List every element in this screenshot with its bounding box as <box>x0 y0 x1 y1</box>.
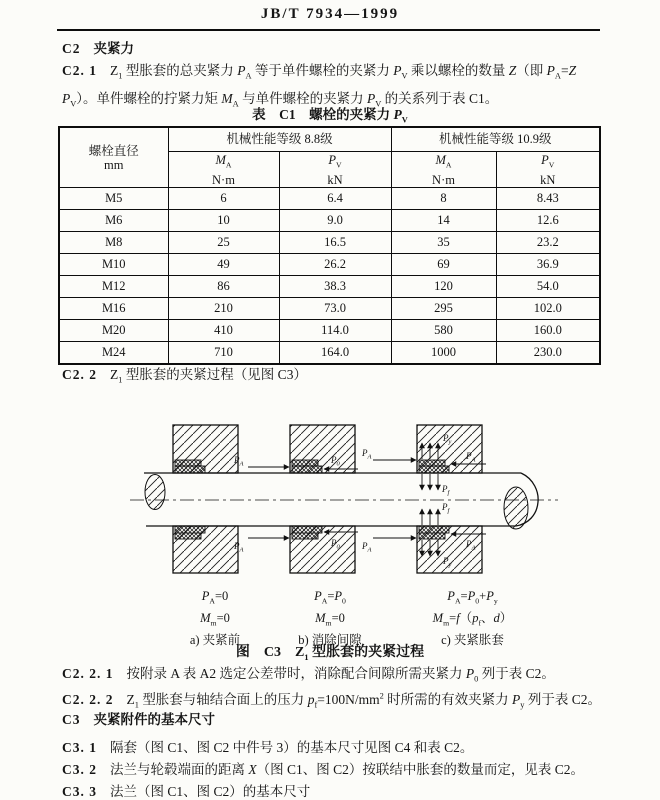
col-header-text: 螺栓直径 <box>88 143 139 158</box>
force-label-pa: $P_A$ <box>234 455 244 468</box>
table-row <box>59 231 600 253</box>
paragraph-text: 法兰与轮毂端面的距离 X（图 C1、图 C2）按联结中胀套的数量而定，见表 C2。 <box>110 762 585 777</box>
section-heading-c3 <box>62 709 602 731</box>
cell-value: 1000 <box>391 341 496 364</box>
cell-value: 38.3 <box>279 275 391 297</box>
cell-value: 102.0 <box>496 297 600 319</box>
sleeve <box>292 460 318 466</box>
sleeve <box>292 466 322 473</box>
table-c1 <box>58 126 601 365</box>
paragraph-text: $Z_1$ 型胀套的夹紧过程（见图 C3） <box>110 367 307 385</box>
cell-value: 16.5 <box>279 231 391 253</box>
force-label-pa: $P_A$ <box>466 539 476 552</box>
section-label: C2. 1 <box>62 63 97 78</box>
paragraph-text: 法兰（图 C1、图 C2）的基本尺寸 <box>110 784 311 799</box>
state-formula-p: $P_A=0$ <box>201 589 229 606</box>
table-row <box>59 275 600 297</box>
paragraph-text: $Z_1$ 型胀套的总夹紧力 $P_A$ 等于单件螺栓的夹紧力 $P_V$ 乘以螺栓的数量 Z（即 $P_A=Z$ $P_V$）。单件螺栓的拧紧力矩 $M_A$ 与单件螺栓的夹紧力 $P_V$ 的关系列于表 C1。 <box>62 63 577 109</box>
group-header-grade-8-8: 机械性能等级 8.8级 <box>168 127 391 152</box>
col-header-pv-109 <box>496 152 600 188</box>
force-label-pf: $P_f$ <box>442 484 450 497</box>
section-title: 夹紧力 <box>93 41 134 56</box>
force-label-py: $P_y$ <box>443 433 452 446</box>
cell-value: 710 <box>168 341 279 364</box>
section-label: C3 <box>62 712 81 727</box>
table-row <box>59 341 600 364</box>
cell-value: 230.0 <box>496 341 600 364</box>
sleeve <box>292 533 318 539</box>
table-c1-title: 表 C1 螺栓的夹紧力 $P_V$ <box>252 107 408 125</box>
cell-value: 164.0 <box>279 341 391 364</box>
col-header-ma-88 <box>168 152 279 188</box>
cell-value: 6 <box>168 187 279 209</box>
section-label: C3. 1 <box>62 740 97 755</box>
section-heading-c2 <box>62 38 602 60</box>
cell-value: 25 <box>168 231 279 253</box>
cell-value: 49 <box>168 253 279 275</box>
cell-diameter: M16 <box>59 297 168 319</box>
sleeve <box>175 466 205 473</box>
paragraph-text: 隔套（图 C1、图 C2 中件号 3）的基本尺寸见图 C4 和表 C2。 <box>110 740 474 755</box>
force-label-p0: $P_0$ <box>331 538 340 551</box>
col-header-bolt-diameter <box>59 127 168 187</box>
cell-value: 10 <box>168 209 279 231</box>
cell-value: 114.0 <box>279 319 391 341</box>
cell-value: 35 <box>391 231 496 253</box>
unit: kN <box>327 172 343 187</box>
force-label-pa: $P_A$ <box>234 541 244 554</box>
table-row <box>59 187 600 209</box>
symbol: $P_V$ <box>328 153 342 170</box>
cell-value: 8.43 <box>496 187 600 209</box>
state-formula-m: $M_m=0$ <box>315 611 345 628</box>
force-label-p0: $P_0$ <box>331 455 340 468</box>
shaft <box>144 473 538 526</box>
sleeve <box>175 533 201 539</box>
state-formula-m: $M_m=f(p_f$、d） <box>432 611 513 628</box>
unit: N·m <box>212 172 235 187</box>
force-label-pf: $P_f$ <box>442 502 450 515</box>
shaft-end-section-right <box>504 487 528 529</box>
table-row <box>59 319 600 341</box>
unit: kN <box>540 172 556 187</box>
section-label: C3. 2 <box>62 762 97 777</box>
section-label: C2 <box>62 41 81 56</box>
hub-blocks <box>173 425 482 573</box>
cell-value: 120 <box>391 275 496 297</box>
table-row <box>59 297 600 319</box>
sleeve <box>419 526 449 533</box>
sleeve <box>419 533 445 539</box>
cell-value: 14 <box>391 209 496 231</box>
cell-value: 9.0 <box>279 209 391 231</box>
standard-code: JB/T 7934—1999 <box>260 6 400 22</box>
paragraph-c3-3 <box>62 781 602 800</box>
cell-value: 36.9 <box>496 253 600 275</box>
col-header-unit: mm <box>104 157 124 172</box>
cell-diameter: M8 <box>59 231 168 253</box>
cell-value: 23.2 <box>496 231 600 253</box>
cell-value: 210 <box>168 297 279 319</box>
section-label: C3. 3 <box>62 784 97 799</box>
unit: N·m <box>432 172 455 187</box>
section-title: 夹紧附件的基本尺寸 <box>93 712 215 727</box>
cell-value: 86 <box>168 275 279 297</box>
table-row <box>59 253 600 275</box>
sleeve <box>419 466 449 473</box>
sleeve <box>419 460 445 466</box>
paragraph-text: $Z_1$ 型胀套与轴结合面上的压力 $p_f=100N/mm^2$ 时所需的有效夹紧力 $P_y$ 列于表 C2。 <box>126 691 601 710</box>
sleeve <box>175 526 205 533</box>
table-header-row-groups <box>59 127 600 152</box>
symbol: $M_A$ <box>435 153 452 170</box>
state-caption: b) 消除间隙 <box>298 633 362 647</box>
force-label-pa: $P_A$ <box>466 451 476 464</box>
cell-value: 12.6 <box>496 209 600 231</box>
cell-value: 8 <box>391 187 496 209</box>
section-label: C2. 2. 2 <box>62 691 114 707</box>
symbol: $M_A$ <box>215 153 232 170</box>
shaft-end-section-left <box>145 475 165 510</box>
table-row <box>59 209 600 231</box>
cell-value: 73.0 <box>279 297 391 319</box>
cell-diameter: M10 <box>59 253 168 275</box>
cell-value: 410 <box>168 319 279 341</box>
state-caption: a) 夹紧前 <box>189 633 241 647</box>
col-header-pv-88 <box>279 152 391 188</box>
cell-value: 69 <box>391 253 496 275</box>
figure-c3 <box>130 416 560 580</box>
cell-diameter: M12 <box>59 275 168 297</box>
cell-diameter: M5 <box>59 187 168 209</box>
force-label-pa: $P_A$ <box>362 448 372 461</box>
col-header-ma-109 <box>391 152 496 188</box>
symbol: $P_V$ <box>541 153 555 170</box>
sleeve <box>292 526 322 533</box>
paragraph-c2-2 <box>62 364 602 392</box>
cell-value: 6.4 <box>279 187 391 209</box>
section-label: C2. 2. 1 <box>62 666 114 681</box>
state-formula-p: $P_A=P_0+P_y$ <box>447 589 498 606</box>
cell-diameter: M20 <box>59 319 168 341</box>
section-label: C2. 2 <box>62 367 97 382</box>
cell-value: 580 <box>391 319 496 341</box>
cell-value: 160.0 <box>496 319 600 341</box>
cell-value: 26.2 <box>279 253 391 275</box>
force-label-pa: $P_A$ <box>362 541 372 554</box>
paragraph-c3-1 <box>62 737 602 759</box>
sleeve <box>175 460 201 466</box>
cell-diameter: M24 <box>59 341 168 364</box>
cell-diameter: M6 <box>59 209 168 231</box>
cell-value: 54.0 <box>496 275 600 297</box>
group-header-grade-10-9: 机械性能等级 10.9级 <box>391 127 600 152</box>
force-label-py: $P_y$ <box>443 556 452 569</box>
paragraph-c3-2 <box>62 759 602 781</box>
state-formula-m: $M_m=0$ <box>200 611 230 628</box>
paragraph-text: 按附录 A 表 A2 选定公差带时，消除配合间隙所需夹紧力 $P_0$ 列于表 C2。 <box>126 666 555 684</box>
header-rule <box>57 29 600 31</box>
state-caption: c) 夹紧胀套 <box>441 633 504 647</box>
figure-c3-caption: 图 C3 $Z_1$ 型胀套的夹紧过程 <box>235 645 425 662</box>
state-formula-p: $P_A=P_0$ <box>314 589 346 606</box>
cell-value: 295 <box>391 297 496 319</box>
